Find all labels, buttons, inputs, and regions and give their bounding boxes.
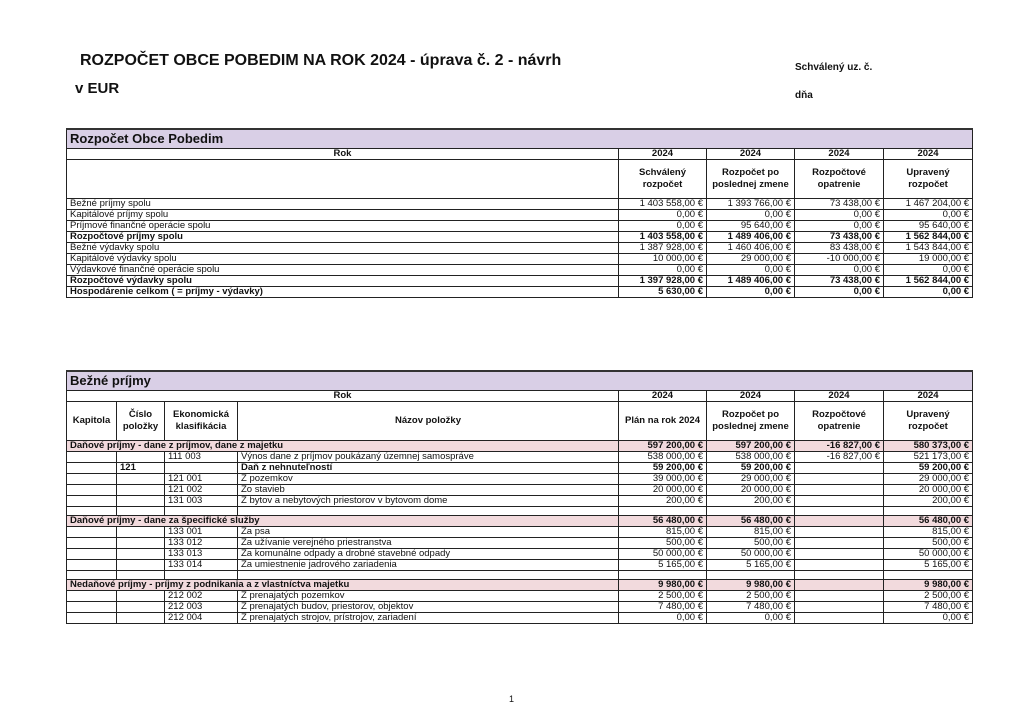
spacer-row: [67, 507, 973, 516]
value-cell: 0,00 €: [707, 287, 795, 298]
value-cell: 2 500,00 €: [884, 591, 973, 602]
year-header: 2024: [884, 149, 973, 160]
value-cell: 597 200,00 €: [619, 441, 707, 452]
cislo-cell: [117, 613, 165, 624]
nazov-cell: Výnos dane z príjmov poukázaný územnej samospráve: [238, 452, 619, 463]
kapitola-cell: [67, 452, 117, 463]
value-cell: 1 562 844,00 €: [884, 232, 973, 243]
value-cell: 500,00 €: [619, 538, 707, 549]
cislo-cell: [117, 538, 165, 549]
value-cell: [795, 485, 884, 496]
value-cell: [795, 516, 884, 527]
nazov-cell: Za komunálne odpady a drobné stavebné odpady: [238, 549, 619, 560]
value-cell: [795, 560, 884, 571]
value-cell: 50 000,00 €: [884, 549, 973, 560]
value-cell: 29 000,00 €: [707, 254, 795, 265]
table-row: [67, 243, 973, 254]
value-cell: -16 827,00 €: [795, 441, 884, 452]
cislo-cell: 121: [117, 463, 165, 474]
value-cell: 0,00 €: [619, 265, 707, 276]
value-cell: 815,00 €: [707, 527, 795, 538]
row-label: Hospodárenie celkom ( = príjmy - výdavky): [67, 287, 619, 298]
ek-cell: 121 002: [165, 485, 238, 496]
category-row: [67, 516, 973, 527]
ek-cell: 133 012: [165, 538, 238, 549]
row-label: Kapitálové príjmy spolu: [67, 210, 619, 221]
value-cell: [795, 538, 884, 549]
year-header: 2024: [795, 149, 884, 160]
kapitola-cell: [67, 496, 117, 507]
nazov-cell: Z bytov a nebytových priestorov v bytovom dome: [238, 496, 619, 507]
row-label: Bežné výdavky spolu: [67, 243, 619, 254]
value-cell: 2 500,00 €: [619, 591, 707, 602]
value-cell: 1 489 406,00 €: [707, 276, 795, 287]
cislo-cell: [117, 452, 165, 463]
table-row: [67, 560, 973, 571]
category-row: [67, 580, 973, 591]
ek-cell: [165, 463, 238, 474]
value-cell: 0,00 €: [795, 287, 884, 298]
ek-cell: 133 014: [165, 560, 238, 571]
year-header: 2024: [707, 149, 795, 160]
table-row: [67, 276, 973, 287]
value-cell: 538 000,00 €: [619, 452, 707, 463]
value-cell: 59 200,00 €: [707, 463, 795, 474]
cislo-cell: [117, 591, 165, 602]
kapitola-cell: [67, 591, 117, 602]
value-cell: 1 460 406,00 €: [707, 243, 795, 254]
nazov-cell: Zo stavieb: [238, 485, 619, 496]
value-cell: 538 000,00 €: [707, 452, 795, 463]
value-cell: 19 000,00 €: [884, 254, 973, 265]
value-cell: 0,00 €: [707, 210, 795, 221]
page-number: 1: [509, 694, 515, 704]
ek-cell: 111 003: [165, 452, 238, 463]
table-row: [67, 254, 973, 265]
value-cell: 1 387 928,00 €: [619, 243, 707, 254]
value-cell: 0,00 €: [884, 613, 973, 624]
nazov-cell: Z prenajatých strojov, prístrojov, zariadení: [238, 613, 619, 624]
value-cell: 200,00 €: [884, 496, 973, 507]
value-cell: 95 640,00 €: [707, 221, 795, 232]
value-cell: [795, 496, 884, 507]
value-cell: 815,00 €: [619, 527, 707, 538]
kapitola-cell: [67, 602, 117, 613]
ek-cell: 121 001: [165, 474, 238, 485]
value-cell: [795, 613, 884, 624]
nazov-cell: Z prenajatých budov, priestorov, objektov: [238, 602, 619, 613]
value-cell: 500,00 €: [884, 538, 973, 549]
year-header: 2024: [619, 149, 707, 160]
value-cell: 73 438,00 €: [795, 232, 884, 243]
current-revenue-table: [66, 370, 973, 624]
value-cell: [795, 549, 884, 560]
table-row: [67, 549, 973, 560]
value-cell: 20 000,00 €: [619, 485, 707, 496]
table-row: [67, 485, 973, 496]
value-cell: 500,00 €: [707, 538, 795, 549]
value-cell: 59 200,00 €: [884, 463, 973, 474]
ek-cell: 133 001: [165, 527, 238, 538]
ek-header: Ekonomická klasifikácia: [165, 402, 238, 441]
rok-label: Rok: [67, 149, 619, 160]
value-cell: 0,00 €: [884, 210, 973, 221]
value-cell: 73 438,00 €: [795, 276, 884, 287]
value-cell: 0,00 €: [619, 210, 707, 221]
value-cell: 2 500,00 €: [707, 591, 795, 602]
value-cell: [795, 474, 884, 485]
value-cell: 59 200,00 €: [619, 463, 707, 474]
value-cell: 0,00 €: [707, 613, 795, 624]
value-cell: 56 480,00 €: [884, 516, 973, 527]
row-label: Príjmové finančné operácie spolu: [67, 221, 619, 232]
value-cell: 5 630,00 €: [619, 287, 707, 298]
ek-cell: 212 004: [165, 613, 238, 624]
value-cell: [795, 602, 884, 613]
table-row: [67, 210, 973, 221]
cislo-cell: [117, 602, 165, 613]
year-header: 2024: [619, 391, 707, 402]
table-row: [67, 538, 973, 549]
table-row: [67, 452, 973, 463]
category-label: Daňové príjmy - dane za špecifické služby: [67, 516, 619, 527]
cislo-cell: [117, 496, 165, 507]
table-row: [67, 613, 973, 624]
value-cell: 1 489 406,00 €: [707, 232, 795, 243]
nazov-cell: Za užívanie verejného priestranstva: [238, 538, 619, 549]
value-cell: 0,00 €: [884, 287, 973, 298]
kapitola-cell: [67, 560, 117, 571]
value-cell: 50 000,00 €: [619, 549, 707, 560]
value-cell: 9 980,00 €: [884, 580, 973, 591]
value-cell: 39 000,00 €: [619, 474, 707, 485]
value-cell: 1 403 558,00 €: [619, 199, 707, 210]
budget-summary-table: [66, 128, 973, 298]
value-cell: 7 480,00 €: [884, 602, 973, 613]
nazov-cell: Daň z nehnuteľností: [238, 463, 619, 474]
value-cell: 1 403 558,00 €: [619, 232, 707, 243]
value-cell: 0,00 €: [707, 265, 795, 276]
cislo-cell: [117, 474, 165, 485]
value-cell: 1 397 928,00 €: [619, 276, 707, 287]
cislo-cell: [117, 485, 165, 496]
value-cell: 0,00 €: [795, 210, 884, 221]
value-cell: 0,00 €: [619, 613, 707, 624]
value-cell: 95 640,00 €: [884, 221, 973, 232]
kapitola-cell: [67, 474, 117, 485]
value-cell: 200,00 €: [619, 496, 707, 507]
value-cell: 56 480,00 €: [707, 516, 795, 527]
col-header: Plán na rok 2024: [619, 402, 707, 441]
value-cell: 580 373,00 €: [884, 441, 973, 452]
kapitola-header: Kapitola: [67, 402, 117, 441]
value-cell: 7 480,00 €: [619, 602, 707, 613]
kapitola-cell: [67, 527, 117, 538]
table-row: [67, 199, 973, 210]
value-cell: 1 543 844,00 €: [884, 243, 973, 254]
summary-table-title: Rozpočet Obce Pobedim: [67, 129, 973, 149]
value-cell: 597 200,00 €: [707, 441, 795, 452]
table-row: [67, 474, 973, 485]
table-row: [67, 265, 973, 276]
cislo-cell: [117, 549, 165, 560]
value-cell: 56 480,00 €: [619, 516, 707, 527]
value-cell: -16 827,00 €: [795, 452, 884, 463]
value-cell: 29 000,00 €: [707, 474, 795, 485]
value-cell: -10 000,00 €: [795, 254, 884, 265]
year-header: 2024: [795, 391, 884, 402]
value-cell: 0,00 €: [884, 265, 973, 276]
value-cell: 7 480,00 €: [707, 602, 795, 613]
row-label: Bežné príjmy spolu: [67, 199, 619, 210]
approved-label: Schválený uz. č.: [795, 62, 873, 73]
value-cell: 815,00 €: [884, 527, 973, 538]
year-header: 2024: [884, 391, 973, 402]
table-row: [67, 591, 973, 602]
category-row: [67, 441, 973, 452]
table-row: [67, 496, 973, 507]
value-cell: 5 165,00 €: [619, 560, 707, 571]
kapitola-cell: [67, 485, 117, 496]
col-header: Rozpočet po poslednej zmene: [707, 402, 795, 441]
revenue-table-title: Bežné príjmy: [67, 371, 973, 391]
value-cell: [795, 580, 884, 591]
nazov-header: Názov položky: [238, 402, 619, 441]
table-row: [67, 527, 973, 538]
value-cell: 20 000,00 €: [707, 485, 795, 496]
value-cell: 5 165,00 €: [884, 560, 973, 571]
table-row: [67, 602, 973, 613]
col-header: Rozpočtové opatrenie: [795, 402, 884, 441]
category-label: Daňové príjmy - dane z príjmov, dane z majetku: [67, 441, 619, 452]
row-label: Rozpočtové príjmy spolu: [67, 232, 619, 243]
value-cell: [795, 463, 884, 474]
row-label: Kapitálové výdavky spolu: [67, 254, 619, 265]
value-cell: [795, 527, 884, 538]
value-cell: 0,00 €: [795, 265, 884, 276]
value-cell: 521 173,00 €: [884, 452, 973, 463]
value-cell: 9 980,00 €: [619, 580, 707, 591]
ek-cell: 212 003: [165, 602, 238, 613]
row-label: Výdavkové finančné operácie spolu: [67, 265, 619, 276]
value-cell: 83 438,00 €: [795, 243, 884, 254]
cislo-cell: [117, 527, 165, 538]
value-cell: 1 467 204,00 €: [884, 199, 973, 210]
value-cell: 5 165,00 €: [707, 560, 795, 571]
value-cell: 0,00 €: [795, 221, 884, 232]
category-label: Nedaňové príjmy - príjmy z podnikania a z vlastníctva majetku: [67, 580, 619, 591]
nazov-cell: Za umiestnenie jadrového zariadenia: [238, 560, 619, 571]
value-cell: 73 438,00 €: [795, 199, 884, 210]
table-row: [67, 221, 973, 232]
kapitola-cell: [67, 538, 117, 549]
nazov-cell: Z pozemkov: [238, 474, 619, 485]
ek-cell: 133 013: [165, 549, 238, 560]
document-title: ROZPOČET OBCE POBEDIM NA ROK 2024 - úprava č. 2 - návrh: [80, 52, 562, 69]
nazov-cell: Za psa: [238, 527, 619, 538]
table-row: [67, 463, 973, 474]
row-label: Rozpočtové výdavky spolu: [67, 276, 619, 287]
value-cell: 1 562 844,00 €: [884, 276, 973, 287]
kapitola-cell: [67, 613, 117, 624]
spacer-row: [67, 571, 973, 580]
nazov-cell: Z prenajatých pozemkov: [238, 591, 619, 602]
col-header: Rozpočtové opatrenie: [795, 160, 884, 199]
table-row: [67, 287, 973, 298]
year-header: 2024: [707, 391, 795, 402]
rok-label: Rok: [67, 391, 619, 402]
ek-cell: 131 003: [165, 496, 238, 507]
value-cell: 9 980,00 €: [707, 580, 795, 591]
value-cell: 200,00 €: [707, 496, 795, 507]
cislo-header: Číslo položky: [117, 402, 165, 441]
value-cell: 1 393 766,00 €: [707, 199, 795, 210]
col-header: Upravený rozpočet: [884, 402, 973, 441]
col-header: Schválený rozpočet: [619, 160, 707, 199]
kapitola-cell: [67, 463, 117, 474]
col-header: Rozpočet po poslednej zmene: [707, 160, 795, 199]
value-cell: 0,00 €: [619, 221, 707, 232]
table-row: [67, 232, 973, 243]
value-cell: 20 000,00 €: [884, 485, 973, 496]
col-header: Upravený rozpočet: [884, 160, 973, 199]
value-cell: 50 000,00 €: [707, 549, 795, 560]
currency-subtitle: v EUR: [75, 80, 120, 97]
value-cell: [795, 591, 884, 602]
value-cell: 10 000,00 €: [619, 254, 707, 265]
ek-cell: 212 002: [165, 591, 238, 602]
value-cell: 29 000,00 €: [884, 474, 973, 485]
cislo-cell: [117, 560, 165, 571]
date-label: dňa: [795, 90, 813, 101]
kapitola-cell: [67, 549, 117, 560]
